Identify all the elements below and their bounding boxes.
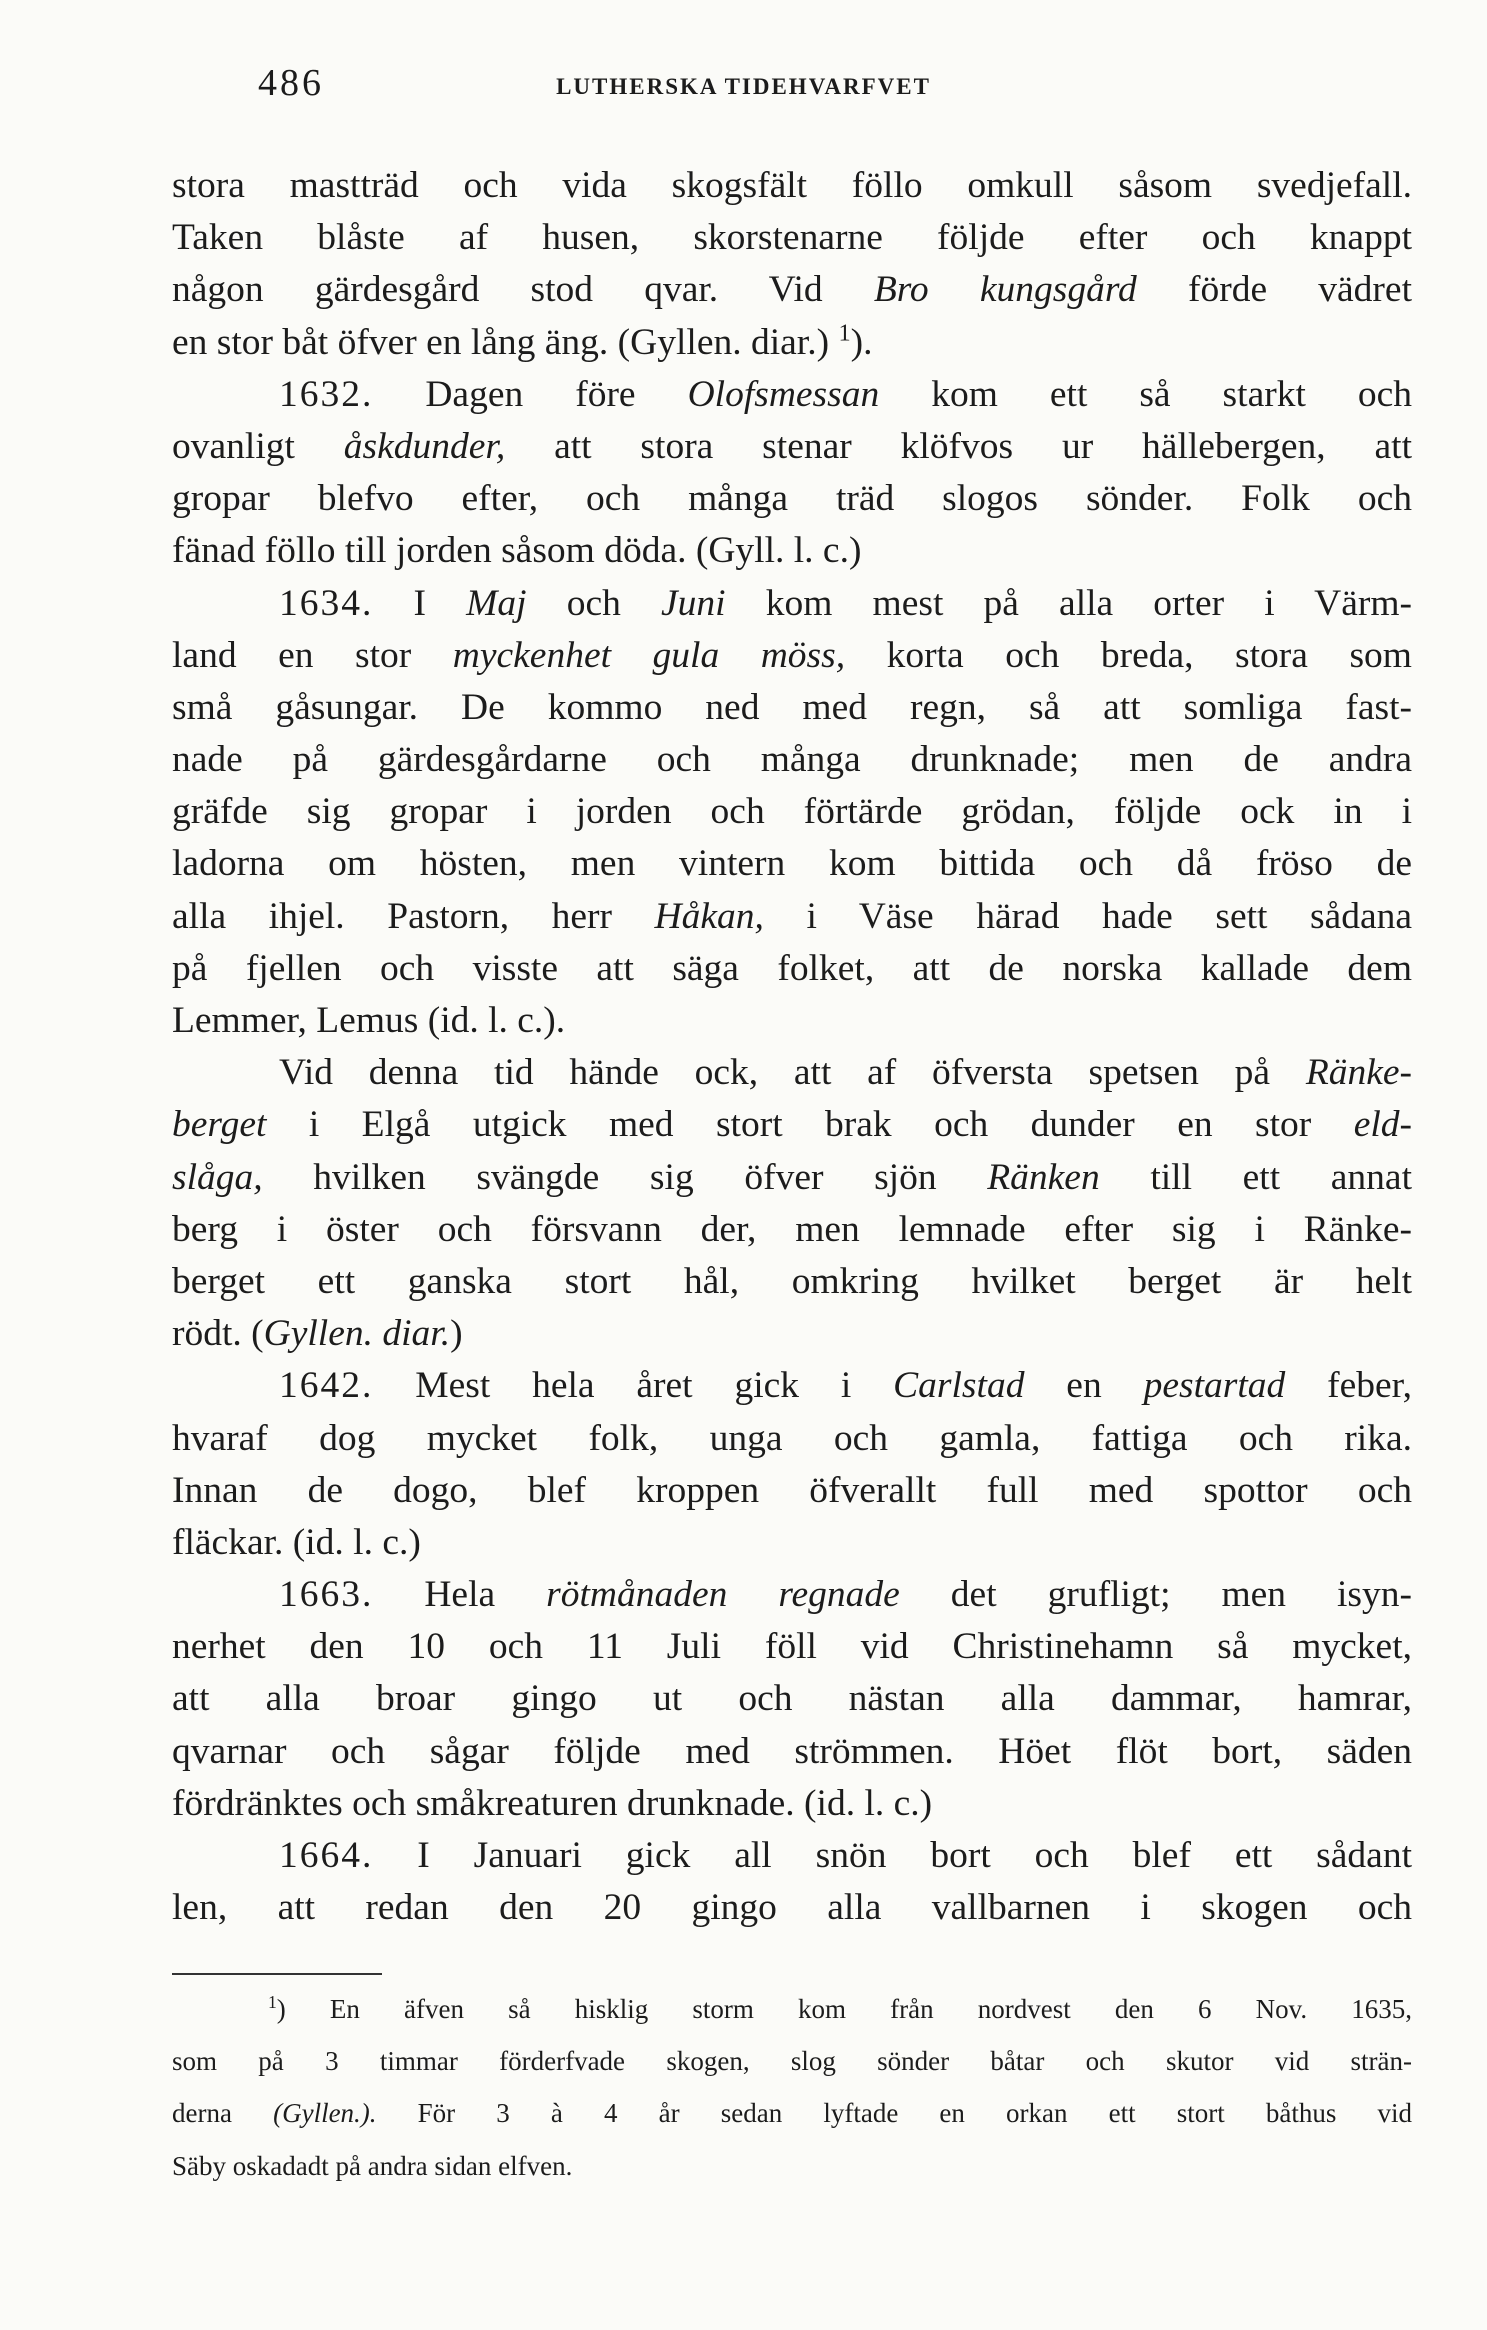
italic-text: berget: [172, 1104, 267, 1146]
italic-text: rötmånaden regnade: [546, 1574, 900, 1616]
text-run: 1632.: [279, 373, 374, 415]
text-run: till ett annat: [1099, 1156, 1412, 1198]
text-run: feber,: [1285, 1365, 1412, 1407]
text-line: [172, 473, 1412, 525]
page-header: [0, 58, 1487, 108]
italic-text: Gyllen. diar.: [263, 1313, 451, 1355]
text-line: [172, 317, 1412, 369]
footnote-line: [172, 1992, 1412, 2044]
text-run: Innan de dogo, blef kroppen öfverallt full med spottor och: [172, 1469, 1412, 1511]
page-number: 486: [258, 62, 324, 104]
text-run: fänad föllo till jorden såsom döda. (Gyll. l. c.): [172, 530, 862, 572]
text-run: det grufligt; men isyn-: [899, 1574, 1412, 1616]
italic-text: eld-: [1353, 1104, 1412, 1146]
text-run: len, att redan den 20 gingo alla vallbarnen i skogen och: [172, 1887, 1412, 1929]
text-run: ovanligt: [172, 425, 344, 467]
footnote-line: [172, 2096, 1412, 2148]
text-run: fördränktes och småkreaturen drunknade. (id. l. c.): [172, 1782, 933, 1824]
text-run: stora mastträd och vida skogsfält föllo omkull såsom svedjefall.: [172, 165, 1412, 206]
text-line: [172, 1673, 1412, 1725]
text-run: Vid denna tid hände ock, att af öfversta spetsen på: [279, 1052, 1306, 1094]
text-line: [172, 1099, 1412, 1151]
text-line: [172, 630, 1412, 682]
text-run: kom ett så starkt och: [879, 373, 1412, 415]
text-line: [172, 786, 1412, 838]
text-line: [172, 1517, 1412, 1569]
text-line: [172, 1778, 1412, 1830]
text-run: hvaraf dog mycket folk, unga och gamla, fattiga och rika.: [172, 1417, 1412, 1459]
main-text: [172, 160, 1412, 1934]
italic-text: Carlstad: [893, 1365, 1025, 1407]
text-run: nerhet den 10 och 11 Juli föll vid Christinehamn så mycket,: [172, 1626, 1412, 1668]
text-run: rödt. (: [172, 1313, 264, 1355]
text-run: i Väse härad hade sett sådana: [763, 895, 1412, 937]
text-run: 1663.: [279, 1574, 374, 1616]
text-line: [172, 1621, 1412, 1673]
text-run: en: [1024, 1365, 1144, 1407]
text-line: [172, 160, 1412, 212]
text-run: någon gärdesgård stod qvar. Vid: [172, 269, 874, 311]
text-line: [172, 1360, 1412, 1412]
text-line: [172, 525, 1412, 577]
text-run: små gåsungar. De kommo ned med regn, så att somliga fast-: [172, 686, 1412, 728]
text-line: [172, 682, 1412, 734]
text-line: [172, 1413, 1412, 1465]
text-line: [172, 943, 1412, 995]
text-run: nade på gärdesgårdarne och många drunknade; men de andra: [172, 739, 1412, 781]
text-run: ) En äfven så hisklig storm kom från nordvest den 6 Nov. 1635,: [276, 1994, 1412, 2024]
text-run: I Januari gick all snön bort och blef ett sådant: [373, 1835, 1412, 1876]
text-run: fläckar. (id. l. c.): [172, 1521, 421, 1563]
italic-text: Olofsmessan: [687, 373, 880, 415]
text-run: ).: [850, 321, 873, 363]
text-run: Säby oskadadt på andra sidan elfven.: [172, 2150, 573, 2181]
footnote-marker: 1: [268, 1992, 277, 2012]
text-line: [172, 1882, 1412, 1934]
text-line: [172, 1465, 1412, 1517]
footnotes: [172, 1992, 1412, 2201]
text-run: gropar blefvo efter, och många träd slogos sönder. Folk och: [172, 478, 1412, 520]
text-line: [172, 734, 1412, 786]
text-run: berget ett ganska stort hål, omkring hvilket berget är helt: [172, 1260, 1412, 1302]
italic-text: Juni: [661, 582, 726, 624]
text-run: som på 3 timmar förderfvade skogen, slog sönder båtar och skutor vid strän-: [172, 2046, 1412, 2077]
text-line: [172, 1204, 1412, 1256]
text-run: Dagen före: [373, 373, 688, 415]
text-run: och: [526, 582, 662, 624]
italic-text: pestartad: [1143, 1365, 1286, 1407]
italic-text: myckenhet gula möss,: [452, 634, 846, 676]
text-line: [172, 891, 1412, 943]
text-run: ladorna om hösten, men vintern kom bittida och då fröso de: [172, 843, 1412, 885]
italic-text: Håkan,: [654, 895, 764, 937]
text-line: [172, 1256, 1412, 1308]
text-line: [172, 212, 1412, 264]
text-run: qvarnar och sågar följde med strömmen. Höet flöt bort, säden: [172, 1730, 1412, 1772]
text-line: [172, 264, 1412, 316]
text-line: [172, 995, 1412, 1047]
text-run: i Elgå utgick med stort brak och dunder en stor: [266, 1104, 1354, 1146]
text-run: gräfde sig gropar i jorden och förtärde grödan, följde ock in i: [172, 791, 1412, 833]
text-line: [172, 421, 1412, 473]
text-run: förde vädret: [1136, 269, 1412, 311]
text-line: [172, 1569, 1412, 1621]
italic-text: Ränken: [987, 1156, 1100, 1198]
text-run: ): [450, 1313, 463, 1355]
text-line: [172, 369, 1412, 421]
text-run: att stora stenar klöfvos ur hällebergen, att: [505, 425, 1412, 467]
text-run: hvilken svängde sig öfver sjön: [262, 1156, 988, 1198]
text-line: [172, 1726, 1412, 1778]
footnote-line: [172, 2044, 1412, 2096]
footnote-line: [172, 2149, 1412, 2201]
text-run: en stor båt öfver en lång äng. (Gyllen. diar.): [172, 321, 839, 363]
text-line: [172, 1047, 1412, 1099]
text-run: Taken blåste af husen, skorstenarne följde efter och knappt: [172, 217, 1412, 259]
running-title: LUTHERSKA TIDEHVARFVET: [556, 74, 931, 99]
italic-text: (Gyllen.).: [273, 2098, 377, 2129]
italic-text: slåga,: [172, 1156, 263, 1198]
italic-text: Maj: [466, 582, 527, 624]
text-run: För 3 à 4 år sedan lyftade en orkan ett stort båthus vid: [376, 2098, 1412, 2129]
text-run: 1634.: [279, 582, 374, 624]
footnote-rule: [172, 1973, 382, 1975]
text-run: på fjellen och visste att säga folket, att de norska kallade dem: [172, 947, 1412, 989]
text-run: derna: [172, 2098, 274, 2129]
text-run: kom mest på alla orter i Värm-: [725, 582, 1412, 624]
italic-text: åskdunder,: [343, 425, 506, 467]
italic-text: Bro kungsgård: [873, 269, 1137, 311]
text-run: att alla broar gingo ut och nästan alla dammar, hamrar,: [172, 1678, 1412, 1720]
text-run: Mest hela året gick i: [373, 1365, 894, 1407]
italic-text: Ränke-: [1305, 1052, 1412, 1094]
footnote-marker: 1: [838, 319, 851, 347]
text-run: korta och breda, stora som: [845, 634, 1412, 676]
text-run: alla ihjel. Pastorn, herr: [172, 895, 655, 937]
text-line: [172, 578, 1412, 630]
text-run: 1664.: [279, 1835, 374, 1876]
text-line: [172, 1308, 1412, 1360]
text-line: [172, 1152, 1412, 1204]
text-line: [172, 838, 1412, 890]
text-run: land en stor: [172, 634, 453, 676]
text-run: Lemmer, Lemus (id. l. c.).: [172, 1000, 566, 1041]
text-run: 1642.: [279, 1365, 374, 1407]
text-run: I: [373, 582, 467, 624]
text-run: Hela: [373, 1574, 547, 1616]
text-line: [172, 1830, 1412, 1882]
text-run: berg i öster och försvann der, men lemnade efter sig i Ränke-: [172, 1208, 1412, 1250]
